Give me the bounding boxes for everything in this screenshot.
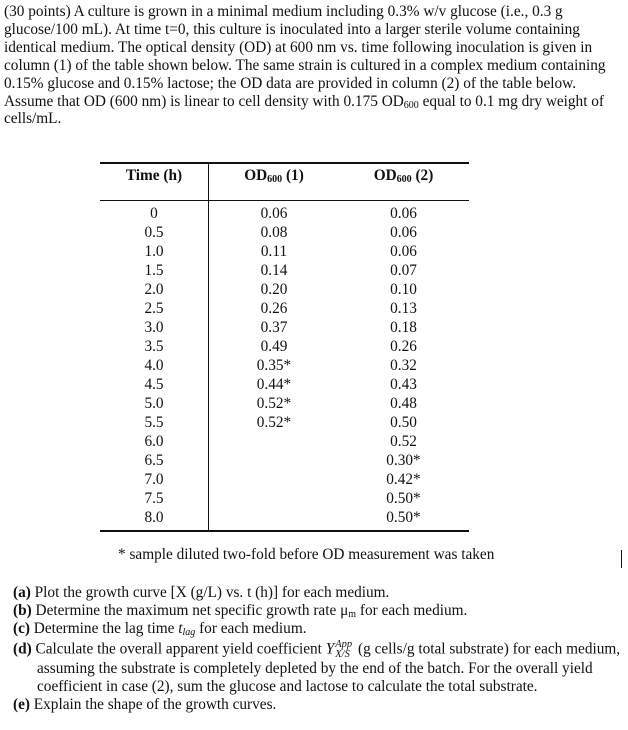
question-e: (e) Explain the shape of the growth curves. [13,696,277,713]
time-cell: 2.0 [144,281,164,298]
od2-cell: 0.18 [390,319,417,336]
od2-cell: 0.06 [390,205,417,222]
od1-cell: 0.49 [260,338,288,355]
od-subscript: 600 [403,99,419,111]
table-row [100,508,469,527]
table-row [100,451,469,470]
yield-subscript: X/S [335,649,350,660]
od2-cell: 0.07 [390,262,417,279]
od2-cell: 0.50* [386,509,421,526]
od2-cell: 0.30* [386,452,421,469]
od1-cell: 0.26 [260,300,288,317]
header-time: Time (h) [125,167,183,184]
time-cell: 5.0 [144,395,164,412]
table-row [100,299,469,318]
footnote: * sample diluted two-fold before OD measurement was taken [118,546,495,563]
od1-cell: 0.06 [260,205,288,222]
header-od1: $OD_{600}$ (1) [244,167,304,185]
od2-cell: 0.42* [386,471,421,488]
od1-cell: 0.20 [260,281,288,298]
time-cell: 3.5 [144,338,164,355]
od1-cell: 0.35* [256,357,292,374]
od2-cell: 0.52 [390,433,417,450]
table-row [100,318,469,337]
od1-cell: 0.11 [260,243,288,260]
od2-cell: 0.50* [386,490,421,507]
time-cell: 0.5 [144,224,164,241]
time-cell: 6.5 [144,452,164,469]
time-cell: 1.5 [144,262,164,279]
od2-cell: 0.32 [390,357,417,374]
table-row [100,375,469,394]
table-row [100,242,469,261]
table-row [100,356,469,375]
od2-cell: 0.50 [390,414,417,431]
time-cell: 7.0 [144,471,164,488]
od2-cell: 0.26 [390,338,417,355]
questions-list [13,584,623,714]
table-row [100,223,469,242]
time-cell: 7.5 [144,490,164,507]
od-data-table [100,162,469,532]
table-header-divider [100,200,469,201]
od2-cell: 0.13 [390,300,417,317]
od1-cell: 0.08 [260,224,288,241]
table-row [100,337,469,356]
table-row [100,432,469,451]
yield-superscript: App [335,639,353,650]
time-cell: 0 [150,205,158,222]
table-row [100,280,469,299]
question-d: (d) Calculate the overall apparent yield coefficient Y App X/S (g cells/g total substrate) for each medium, assuming the substrate is completely depleted by the end of the batch. For the overall yield coefficient in case (2), sum the glucose and lactose to calculate the total substrate. [13,639,621,695]
od1-cell: 0.44* [256,376,292,393]
od1-cell: 0.52* [256,395,292,412]
time-cell: 3.0 [144,319,164,336]
od2-cell: 0.43 [390,376,417,393]
table-row [100,204,469,223]
od2-cell: 0.10 [390,281,417,298]
text-cursor [621,550,622,568]
time-cell: 4.0 [144,357,164,374]
time-cell: 8.0 [144,509,164,526]
od2-cell: 0.06 [390,224,417,241]
table-row [100,261,469,280]
table-row [100,413,469,432]
time-cell: 6.0 [144,433,164,450]
header-od2: $OD_{600}$ (2) [373,167,434,185]
question-a: (a) Plot the growth curve [X (g/L) vs. t (h)] for each medium. [13,584,390,601]
yield-symbol: Y [325,640,335,658]
intro-text-end: equal to 0.1 mg dry weight of cells/mL. [4,92,605,128]
yield-indices [335,640,352,660]
od1-cell: 0.37 [260,319,288,336]
table-row [100,394,469,413]
question-b: (b) Determine the maximum net specific growth rate $\mu_m$ for each medium. [13,602,468,620]
time-cell: 4.5 [144,376,164,393]
time-cell: 1.0 [144,243,164,260]
od1-cell: 0.52* [256,414,292,431]
question-c: (c) Determine the lag time $t_{lag}$ for each medium. [13,620,307,638]
table-body [100,204,469,527]
intro-text: (30 points) A culture is grown in a minimal medium including 0.3% w/v glucose (i.e., 0.3 g glucose/100 mL). At time t=0, this culture is inoculated into a larger sterile volume containing identical medium. The optical density (OD) at 600 nm vs. time following inoculation is given in column (1) of the table shown below. The same strain is cultured in a complex medium containing 0.15% glucose and 0.15% lactose; the OD data are provided in column (2) of the table below. Assume that OD (600 nm) is linear to cell density with 0.175 OD [4,3,606,110]
od1-cell: 0.14 [260,262,288,279]
table-row [100,489,469,508]
time-cell: 5.5 [144,414,164,431]
od2-cell: 0.48 [390,395,417,412]
time-cell: 2.5 [144,300,164,317]
problem-statement [4,3,624,128]
table-row [100,470,469,489]
od2-cell: 0.06 [390,243,417,260]
